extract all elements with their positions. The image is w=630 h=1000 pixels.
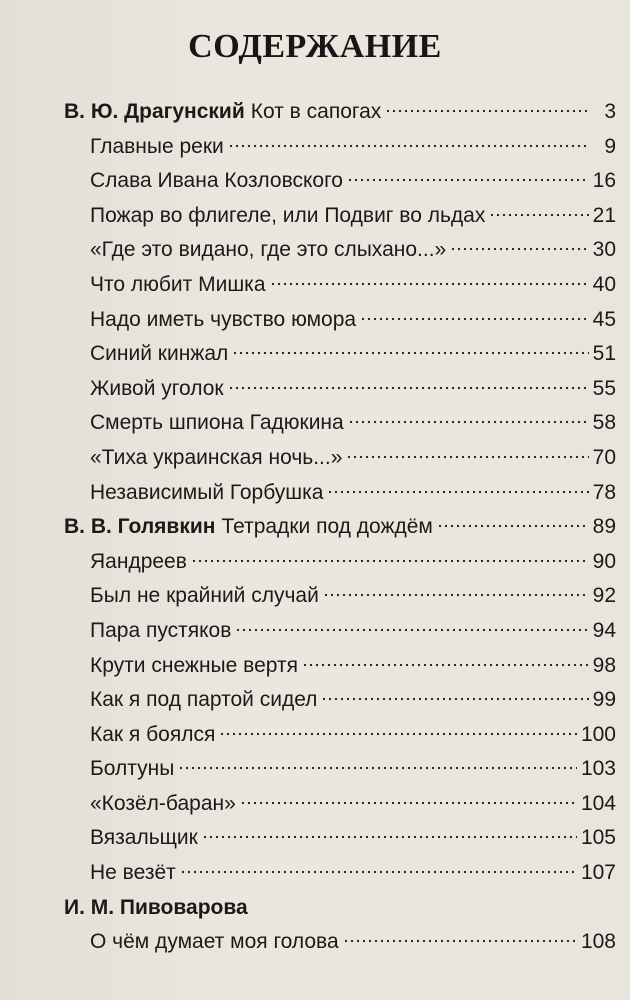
page-number: 89 [592,515,616,539]
toc-entry [64,752,616,787]
toc-author-row [64,891,616,926]
entry-title: Слава Ивана Козловского [90,169,343,193]
dot-leader [270,281,589,287]
dot-leader [232,350,588,356]
toc-author-row [64,510,616,545]
entry-title: Яандреев [90,549,187,573]
toc-entry [64,649,616,684]
author-name: В. Ю. Драгунский [64,100,245,123]
dot-leader [219,731,577,737]
entry-title: Живой уголок [90,376,224,400]
entry-title: «Где это видано, где это слыхано...» [90,238,447,262]
page-number: 92 [592,584,616,608]
page-number: 40 [592,272,616,296]
author-name: В. В. Голявкин [64,515,216,539]
dot-leader [437,523,589,529]
entry-title: «Тиха украинская ночь...» [90,445,343,469]
page-number: 58 [592,411,616,435]
entry-title: Пожар во флигеле, или Подвиг во льдах [90,203,486,227]
toc-entry [64,199,616,234]
entry-title: Тетрадки под дождём [221,515,433,539]
toc-entry [64,614,616,649]
table-of-contents [64,95,616,960]
dot-leader [240,800,577,806]
page-number: 94 [592,618,616,642]
toc-entry [64,303,616,338]
toc-entry [64,441,616,476]
toc-entry [64,683,616,718]
toc-entry [64,130,616,165]
page-number: 78 [592,480,616,504]
toc-entry [64,164,616,199]
dot-leader [302,662,589,668]
dot-leader [235,627,588,633]
dot-leader [191,558,589,564]
toc-entry [64,233,616,268]
page-number: 70 [592,445,616,469]
toc-entry [64,925,616,960]
page-number: 104 [580,791,616,815]
page-number: 100 [580,722,616,746]
page-number: 9 [604,134,616,158]
entry-title: Что любит Мишка [90,272,266,296]
entry-title: Был не крайний случай [90,584,319,608]
toc-entry [64,718,616,753]
entry-title: Кот в сапогах [250,100,382,123]
page-number: 103 [580,757,616,781]
entry-title: Болтуны [90,757,175,781]
dot-leader [323,592,589,598]
dot-leader [228,143,590,149]
toc-entry [64,476,616,511]
dot-leader [343,938,577,944]
dot-leader [385,108,590,114]
dot-leader [178,765,577,771]
page-number: 55 [592,376,616,400]
toc-entry [64,372,616,407]
dot-leader [360,316,589,322]
entry-title: Крути снежные вертя [90,653,298,677]
dot-leader [321,696,588,702]
page-number: 107 [580,861,616,885]
dot-leader [202,834,577,840]
page-number: 99 [592,688,616,712]
toc-entry [64,821,616,856]
toc-author-row [64,95,616,130]
page-number: 108 [580,930,616,954]
entry-title: Как я боялся [90,722,216,746]
dot-leader [228,385,589,391]
toc-entry [64,856,616,891]
dot-leader [180,869,577,875]
toc-entry [64,268,616,303]
entry-title: Синий кинжал [90,342,229,366]
dot-leader [489,212,588,218]
page-number: 3 [604,100,616,123]
toc-entry [64,787,616,822]
page-number: 90 [592,549,616,573]
page-number: 105 [580,826,616,850]
entry-title: Главные реки [90,134,224,158]
entry-title: Пара пустяков [90,618,232,642]
entry-title: Надо иметь чувство юмора [90,307,357,331]
page-number: 98 [592,653,616,677]
entry-title: Смерть шпиона Гадюкина [90,411,344,435]
page-number: 51 [592,342,616,366]
page-number: 30 [592,238,616,262]
page-number: 16 [592,169,616,193]
dot-leader [347,177,589,183]
entry-title: Как я под партой сидел [90,688,318,712]
entry-title: О чём думает моя голова [90,930,339,954]
entry-title: Независимый Горбушка [90,480,324,504]
toc-entry [64,545,616,580]
author-name: И. М. Пивоварова [64,895,248,919]
dot-leader [348,419,589,425]
entry-title: Вязальщик [90,826,198,850]
page-number: 21 [592,203,616,227]
dot-leader [450,246,588,252]
entry-title: «Козёл-баран» [90,791,236,815]
toc-entry [64,406,616,441]
dot-leader [346,454,588,460]
page-title: СОДЕРЖАНИЕ [188,28,442,65]
toc-entry [64,337,616,372]
dot-leader [327,489,588,495]
toc-entry [64,579,616,614]
entry-title: Не везёт [90,861,176,885]
page-number: 45 [592,307,616,331]
